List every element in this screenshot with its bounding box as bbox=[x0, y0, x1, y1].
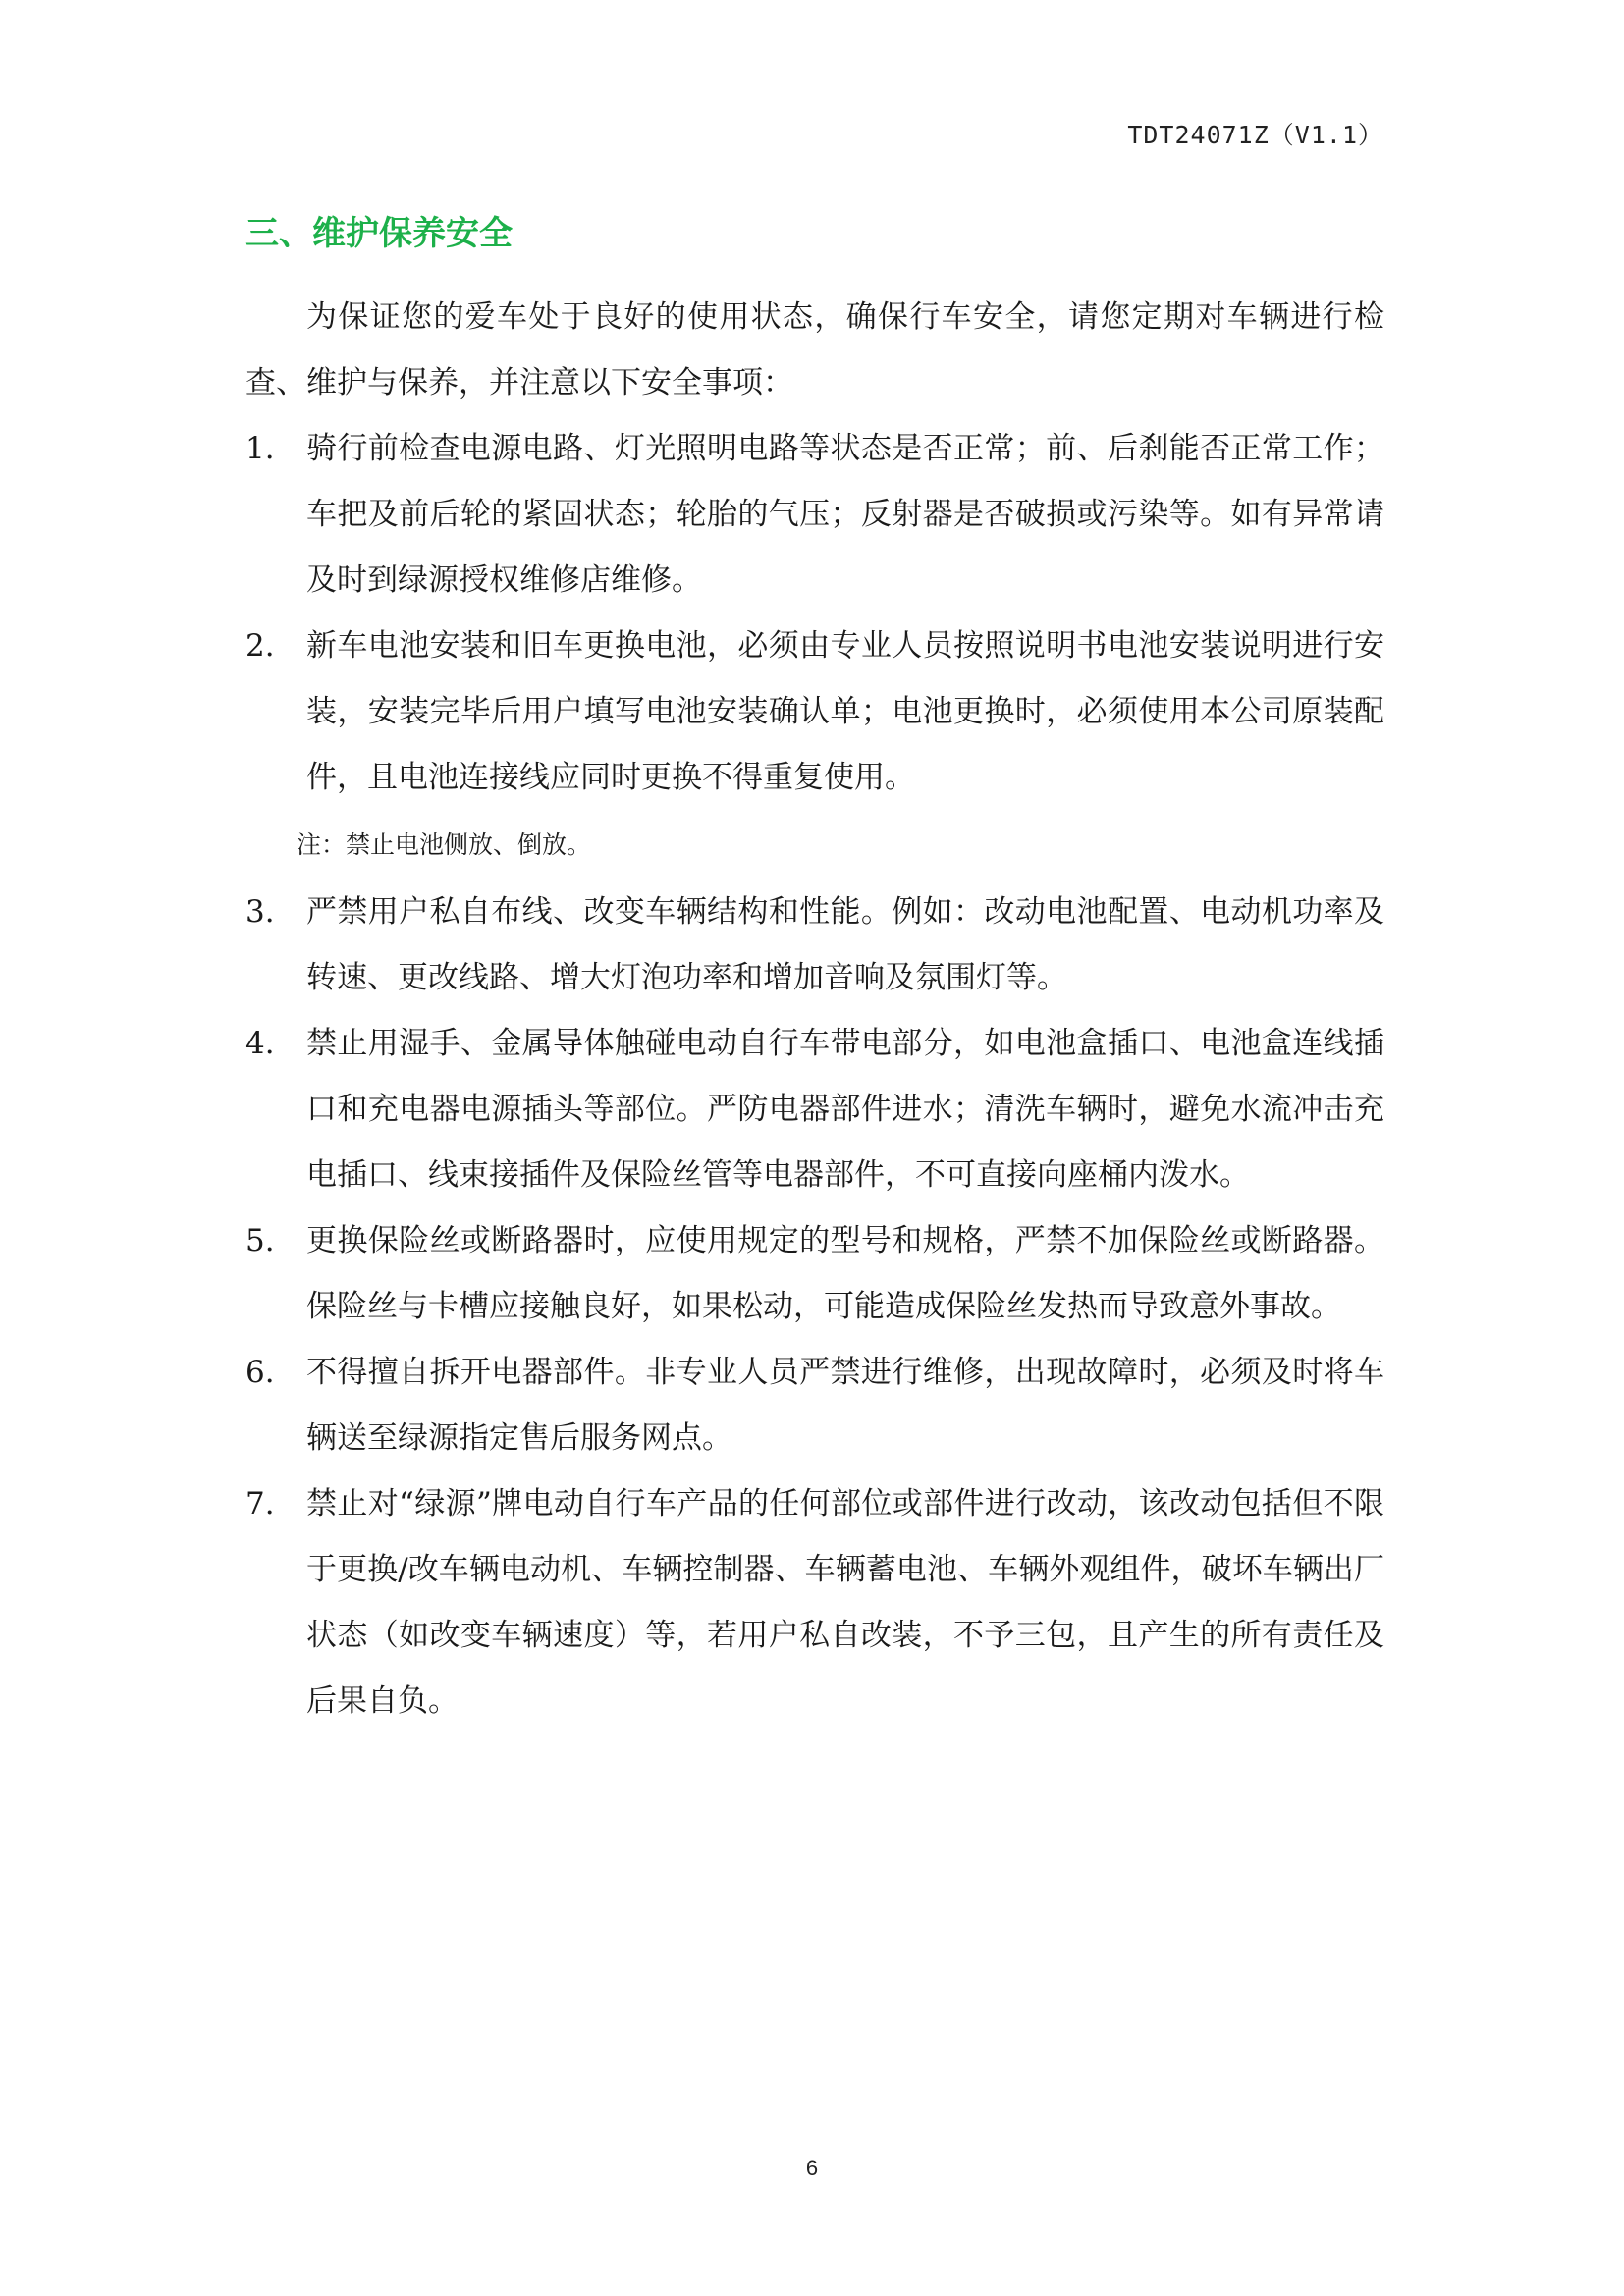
item-number: 1. bbox=[245, 431, 275, 466]
item-number: 5. bbox=[245, 1223, 275, 1258]
item-number: 7. bbox=[245, 1486, 275, 1522]
list-item bbox=[245, 880, 1384, 1011]
item-number: 3. bbox=[245, 894, 275, 930]
list-item bbox=[245, 614, 1384, 811]
intro-paragraph: 为保证您的爱车处于良好的使用状态，确保行车安全，请您定期对车辆进行检查、维护与保养，并注意以下安全事项： bbox=[245, 299, 1384, 400]
item-text: 新车电池安装和旧车更换电池，必须由专业人员按照说明书电池安装说明进行安装，安装完毕后用户填写电池安装确认单；电池更换时，必须使用本公司原装配件，且电池连接线应同时更换不得重复使用。 bbox=[306, 628, 1384, 795]
item-text: 禁止用湿手、金属导体触碰电动自行车带电部分，如电池盒插口、电池盒连线插口和充电器电源插头等部位。严防电器部件进水；清洗车辆时，避免水流冲击充电插口、线束接插件及保险丝管等电器部件，不可直接向座桶内泼水。 bbox=[306, 1026, 1384, 1193]
list-item bbox=[245, 1208, 1384, 1340]
list-item bbox=[245, 1011, 1384, 1208]
list-item bbox=[245, 1471, 1384, 1735]
item-text: 骑行前检查电源电路、灯光照明电路等状态是否正常；前、后刹能否正常工作；车把及前后轮的紧固状态；轮胎的气压；反射器是否破损或污染等。如有异常请及时到绿源授权维修店维修。 bbox=[306, 431, 1384, 598]
item-number: 2. bbox=[245, 628, 275, 664]
item-text: 禁止对“绿源”牌电动自行车产品的任何部位或部件进行改动，该改动包括但不限于更换/改车辆电动机、车辆控制器、车辆蓄电池、车辆外观组件，破坏车辆出厂状态（如改变车辆速度）等，若用户私自改装，不予三包，且产生的所有责任及后果自负。 bbox=[306, 1486, 1384, 1719]
document-code: TDT24071Z（V1.1） bbox=[1127, 121, 1383, 149]
battery-note: 注：禁止电池侧放、倒放。 bbox=[297, 830, 592, 859]
item-number: 4. bbox=[245, 1026, 275, 1061]
item-text: 更换保险丝或断路器时，应使用规定的型号和规格，严禁不加保险丝或断路器。保险丝与卡槽应接触良好，如果松动，可能造成保险丝发热而导致意外事故。 bbox=[306, 1223, 1384, 1324]
section-title: 三、维护保养安全 bbox=[245, 214, 513, 253]
safety-items-list bbox=[245, 416, 1384, 1735]
list-item bbox=[245, 416, 1384, 614]
item-number: 6. bbox=[245, 1355, 275, 1390]
item-text: 不得擅自拆开电器部件。非专业人员严禁进行维修，出现故障时，必须及时将车辆送至绿源指定售后服务网点。 bbox=[306, 1355, 1384, 1456]
page-number: 6 bbox=[805, 2156, 819, 2180]
list-item bbox=[245, 1340, 1384, 1471]
item-text: 严禁用户私自布线、改变车辆结构和性能。例如：改动电池配置、电动机功率及转速、更改线路、增大灯泡功率和增加音响及氛围灯等。 bbox=[306, 894, 1384, 995]
